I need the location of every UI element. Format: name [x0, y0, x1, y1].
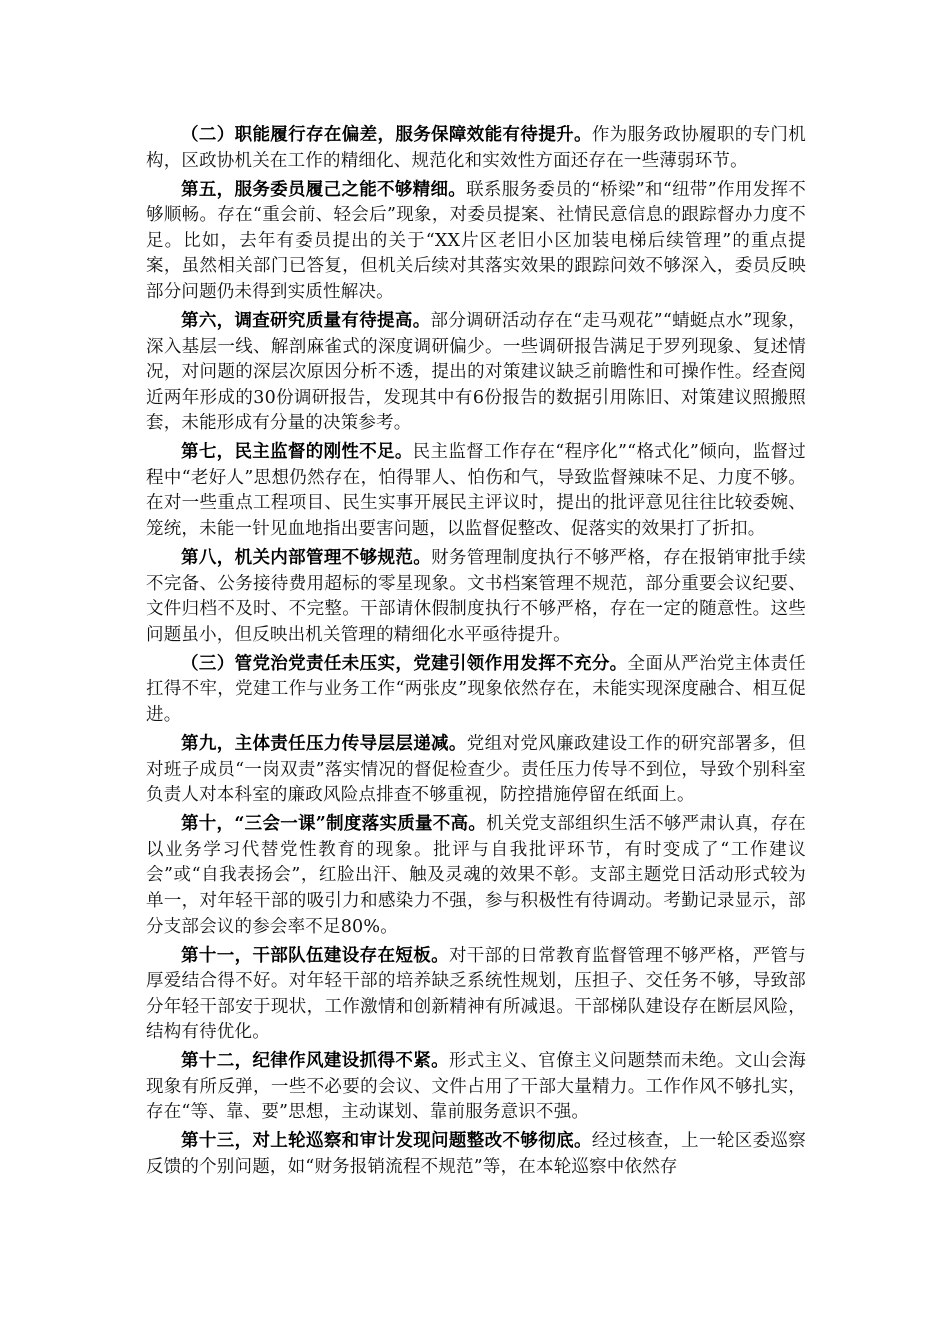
paragraph-heading: 第十一，干部队伍建设存在短板。 — [181, 945, 449, 966]
paragraph-item-5 — [146, 178, 806, 306]
paragraph-item-10 — [146, 812, 806, 940]
paragraph-item-9 — [146, 732, 806, 809]
paragraph-body: 财务管理制度执行不够严格，存在报销审批手续不完备、公务接待费用超标的零星现象。文书档案管理不规范，部分重要会议纪要、文件归档不及时、不完整。干部请休假制度执行不够严格，存在一定的随意性。这些问题虽小，但反映出机关管理的精细化水平亟待提升。 — [146, 548, 806, 645]
paragraph-heading: 第七，民主监督的刚性不足。 — [181, 442, 413, 463]
paragraph-heading: （三）管党治党责任未压实，党建引领作用发挥不充分。 — [181, 653, 628, 674]
paragraph-item-8 — [146, 546, 806, 648]
paragraph-section-3 — [146, 652, 806, 729]
paragraph-item-6 — [146, 309, 806, 437]
paragraph-heading: 第十三，对上轮巡察和审计发现问题整改不够彻底。 — [181, 1131, 592, 1152]
paragraph-body: 民主监督工作存在“程序化”“格式化”倾向，监督过程中“老好人”思想仍然存在，怕得罪人、怕伤和气，导致监督辣味不足、力度不够。在对一些重点工程项目、民生实事开展民主评议时，提出的批评意见往往比较委婉、笼统，未能一针见血地指出要害问题，以监督促整改、促落实的效果打了折扣。 — [146, 442, 806, 540]
paragraph-heading: 第十，“三会一课”制度落实质量不高。 — [181, 814, 487, 835]
paragraph-body: 党组对党风廉政建设工作的研究部署多，但对班子成员“一岗双责”落实情况的督促检查少。责任压力传导不到位，导致个别科室负责人对本科室的廉政风险点排查不够重视，防控措施停留在纸面上。 — [146, 734, 806, 806]
paragraph-heading: （二）职能履行存在偏差，服务保障效能有待提升。 — [181, 125, 592, 145]
paragraph-heading: 第八，机关内部管理不够规范。 — [181, 548, 432, 569]
paragraph-body: 联系服务委员的“桥梁”和“纽带”作用发挥不够顺畅。存在“重会前、轻会后”现象，对委员提案、社情民意信息的跟踪督办力度不足。比如，去年有委员提出的关于“XX片区老旧小区加装电梯后续管理”的重点提案，虽然相关部门已答复，但机关后续对其落实效果的跟踪问效不够深入，委员反映部分问题仍未得到实质性解决。 — [146, 179, 806, 302]
paragraph-body: 经过核查，上一轮区委巡察反馈的个别问题，如“财务报销流程不规范”等，在本轮巡察中依然存 — [146, 1131, 806, 1178]
paragraph-item-12 — [146, 1049, 806, 1126]
paragraph-body: 形式主义、官僚主义问题禁而未绝。文山会海现象有所反弹，一些不必要的会议、文件占用了干部大量精力。工作作风不够扎实，存在“等、靠、要”思想，主动谋划、靠前服务意识不强。 — [146, 1051, 807, 1123]
paragraph-body: 对干部的日常教育监督管理不够严格，严管与厚爱结合得不好。对年轻干部的培养缺乏系统性规划，压担子、交任务不够，导致部分年轻干部安于现状，工作激情和创新精神有所减退。干部梯队建设存在断层风险，结构有待优化。 — [146, 945, 807, 1043]
paragraph-item-11 — [146, 944, 806, 1046]
paragraph-body: 机关党支部组织生活不够严肃认真，存在以业务学习代替党性教育的现象。批评与自我批评环节，有时变成了“工作建议会”或“自我表扬会”，红脸出汗、触及灵魂的效果不彰。支部主题党日活动形式较为单一，对年轻干部的吸引力和感染力不强，参与积极性有待调动。考勤记录显示，部分支部会议的参会率不足80%。 — [146, 814, 806, 937]
paragraph-body: 作为服务政协履职的专门机构，区政协机关在工作的精细化、规范化和实效性方面还存在一些薄弱环节。 — [146, 125, 806, 171]
paragraph-heading: 第九，主体责任压力传导层层递减。 — [181, 734, 467, 754]
paragraph-item-13 — [146, 1129, 806, 1180]
paragraph-heading: 第十二，纪律作风建设抓得不紧。 — [181, 1051, 449, 1072]
paragraph-item-7 — [146, 440, 806, 542]
paragraph-heading: 第六，调查研究质量有待提高。 — [181, 310, 431, 331]
paragraph-heading: 第五，服务委员履己之能不够精细。 — [181, 179, 467, 200]
document-page — [146, 123, 806, 1184]
paragraph-section-2 — [146, 123, 806, 174]
paragraph-body: 全面从严治党主体责任扛得不牢，党建工作与业务工作“两张皮”现象依然存在，未能实现深度融合、相互促进。 — [146, 653, 807, 726]
paragraph-body: 部分调研活动存在“走马观花”“蜻蜓点水”现象，深入基层一线、解剖麻雀式的深度调研偏少。一些调研报告满足于罗列现象、复述情况，对问题的深层次原因分析不透，提出的对策建议缺乏前瞻性和可操作性。经查阅近两年形成的30份调研报告，发现其中有6份报告的数据引用陈旧、对策建议照搬照套，未能形成有分量的决策参考。 — [146, 310, 806, 434]
